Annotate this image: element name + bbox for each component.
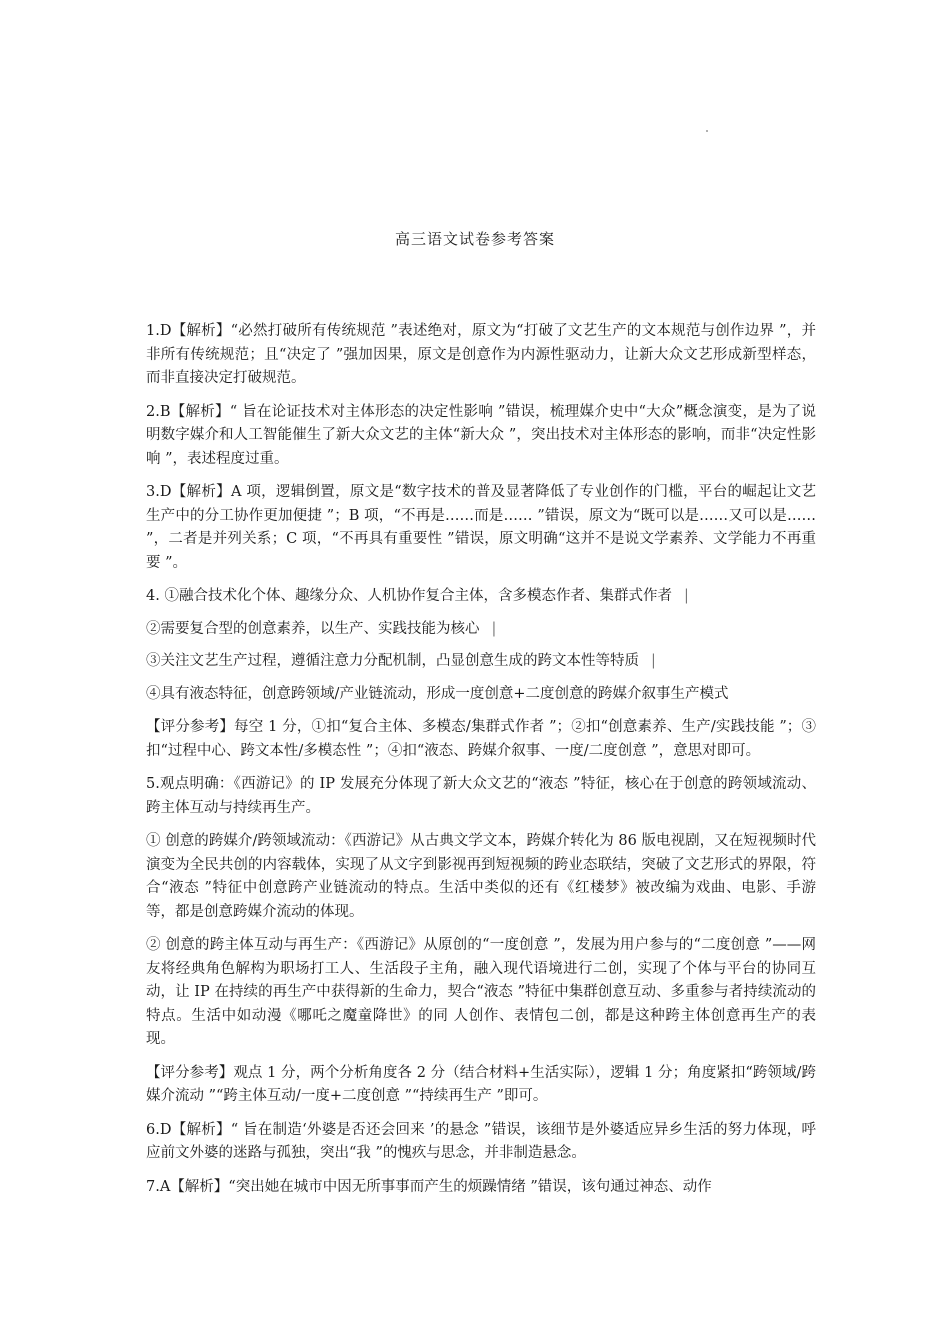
scoring-note-5: 【评分参考】观点 1 分，两个分析角度各 2 分（结合材料+生活实际），逻辑 1 分；角度紧扣“跨领域/跨媒介流动 ”“跨主体互动/一度+二度创意 ”“持续再生产 ”即可。 bbox=[146, 1064, 816, 1104]
answer-7: 7.A【解析】“突出她在城市中因无所事事而产生的烦躁情绪 ”错误，该句通过神态、动作 bbox=[146, 1178, 712, 1195]
answer-4-item-2: ②需要复合型的创意素养，以生产、实践技能为核心 | bbox=[146, 620, 497, 637]
answer-4-item-4: ④具有液态特征，创意跨领域/产业链流动，形成一度创意+二度创意的跨媒介叙事生产模式 bbox=[146, 685, 729, 702]
answer-5-point-1: ① 创意的跨媒介/跨领域流动：《西游记》从古典文学文本，跨媒介转化为 86 版电视剧，又在短视频时代演变为全民共创的内容载体，实现了从文字到影视再到短视频的跨业态联结，突破了文艺形式的界限，符合“液态 ”特征中创意跨产业链流动的特点。生活中类似的还有《红楼梦》被改编为戏曲、电影、手游等，都是创意跨媒介流动的体现。 bbox=[146, 833, 816, 920]
answer-4-item-1: 4. ①融合技术化个体、趣缘分众、人机协作复合主体，含多模态作者、集群式作者 | bbox=[146, 588, 689, 604]
answer-3: 3.D【解析】A 项，逻辑倒置，原文是“数字技术的普及显著降低了专业创作的门槛，平台的崛起让文艺生产中的分工协作更加便捷 ”；B 项，“不再是……而是…… ”错误，原文为“既可以是……又可以是…… ”，二者是并列关系；C 项，“不再具有重要性 ”错误，原文明确“这并不是说文学素养、文学能力不再重要 ”。 bbox=[146, 484, 816, 571]
answer-5-point-2: ② 创意的跨主体互动与再生产：《西游记》从原创的“一度创意 ”，发展为用户参与的“二度创意 ”——网友将经典角色解构为职场打工人、生活段子主角，融入现代语境进行二创，实现了个体与平台的协同互动，让 IP 在持续的再生产中获得新的生命力，契合“液态 ”特征中集群创意互动、多重参与者持续流动的特点。生活中如动漫《哪吒之魔童降世》的同 人创作、表情包二创，都是这种跨主体创意再生产的表现。 bbox=[146, 937, 816, 1047]
separator-mark: | bbox=[683, 588, 689, 604]
answer-2: 2.B【解析】“ 旨在论证技术对主体形态的决定性影响 ”错误，梳理媒介史中“大众”概念演变，是为了说明数字媒介和人工智能催生了新大众文艺的主体“新大众 ”，突出技术对主体形态的影响，而非“决定性影响 ”，表述程度过重。 bbox=[146, 403, 816, 467]
answer-4-item-3: ③关注文艺生产过程，遵循注意力分配机制，凸显创意生成的跨文本性等特质 | bbox=[146, 653, 656, 669]
separator-mark: | bbox=[651, 653, 656, 669]
separator-mark: | bbox=[491, 620, 497, 637]
scan-speck bbox=[706, 130, 708, 132]
answer-1: 1.D【解析】“必然打破所有传统规范 ”表述绝对，原文为“打破了文艺生产的文本规范与创作边界 ”，并非所有传统规范；且“决定了 ”强加因果，原文是创意作为内源性驱动力，让新大众文艺形成新型样态，而非直接决定打破规范。 bbox=[146, 323, 816, 386]
answer-5-thesis: 5.观点明确：《西游记》的 IP 发展充分体现了新大众文艺的“液态 ”特征，核心在于创意的跨领域流动、跨主体互动与持续再生产。 bbox=[146, 776, 816, 816]
page-title: 高三语文试卷参考答案 bbox=[394, 230, 555, 248]
answer-6: 6.D【解析】“ 旨在制造‘外婆是否还会回来 ’的悬念 ”错误，该细节是外婆适应异乡生活的努力体现，呼应前文外婆的迷路与孤独，突出“我 ”的愧疚与思念，并非制造悬念。 bbox=[146, 1121, 816, 1161]
answer-body bbox=[146, 320, 816, 1209]
scoring-note-4: 【评分参考】每空 1 分，①扣“复合主体、多模态/集群式作者 ”；②扣“创意素养、生产/实践技能 ”；③扣“过程中心、跨文本性/多模态性 ”；④扣“液态、跨媒介叙事、一度/二度创意 ”，意思对即可。 bbox=[146, 719, 816, 759]
